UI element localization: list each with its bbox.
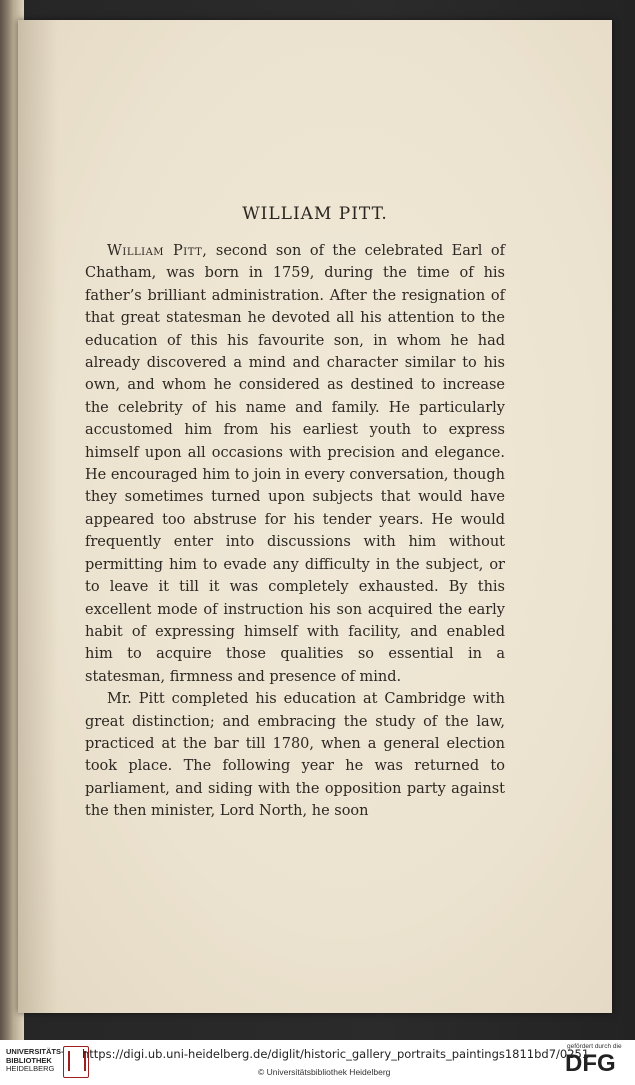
opening-name: William Pitt, <box>107 243 208 259</box>
viewer-footer <box>0 1040 635 1085</box>
university-library-logo[interactable] <box>6 1048 66 1074</box>
document-url-link[interactable]: https://digi.ub.uni-heidelberg.de/diglit/historic_gallery_portraits_paintings1811bd7/0251 <box>82 1047 590 1061</box>
page-title: WILLIAM PITT. <box>242 204 388 224</box>
copyright-notice: © Universitätsbibliothek Heidelberg <box>258 1067 391 1077</box>
page-gutter-shadow <box>18 20 58 1013</box>
dfg-logo[interactable]: DFG <box>565 1050 616 1077</box>
paragraph-1 <box>85 240 505 688</box>
funding-note: gefördert durch die <box>567 1043 622 1050</box>
logo-line-1: UNIVERSITÄTS- <box>6 1047 64 1056</box>
paragraph-2: Mr. Pitt completed his education at Cambridge with great distinction; and embracing the study of the law, practiced at the bar till 1780, when a general election took place. The following year he was returned to parliament, and siding with the opposition party against the then minister, Lord North, he soon <box>85 691 505 820</box>
paragraph-1-text: second son of the celebrated Earl of Chatham, was born in 1759, during the time of his father’s brilliant administration. After the resignation of that great statesman he devoted all his attention to the education of this his favourite son, in whom he had already discovered a mind and character similar to his own, and whom he considered as destined to increase the celebrity of his name and family. He particularly accustomed him from his earliest youth to express himself upon all occasions with precision and elegance. He encouraged him to join in every conversation, though they sometimes turned upon subjects that would have appeared too abstruse for his tender years. He would frequently enter into discussions with him without permitting him to evade any difficulty in the subject, or to leave it till it was completely exhausted. By this excellent mode of instruction his son acquired the early habit of expressing himself with facility, and enabled him to acquire those qualities so essential in a statesman, firmness and presence of mind. <box>85 243 506 685</box>
logo-line-2: BIBLIOTHEK <box>6 1055 52 1065</box>
page-body <box>85 240 505 823</box>
logo-line-3: HEIDELBERG <box>6 1064 55 1073</box>
